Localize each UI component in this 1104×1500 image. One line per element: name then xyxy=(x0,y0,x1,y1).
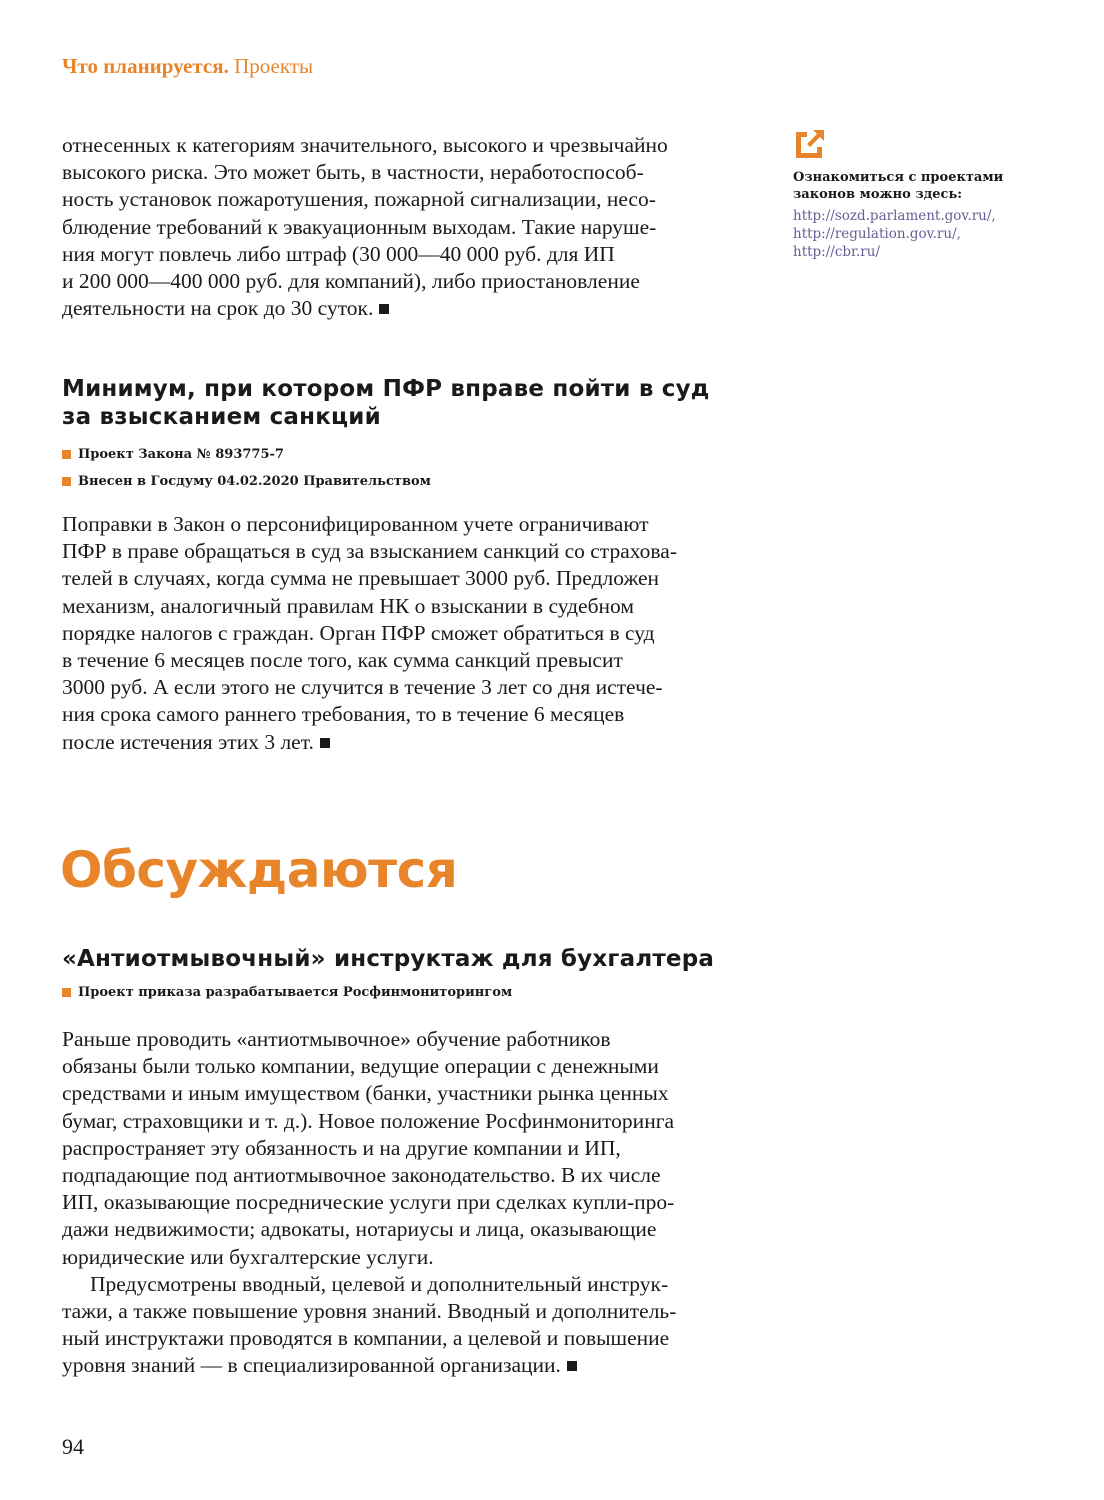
article-paragraph xyxy=(62,1026,742,1271)
section-heading: Обсуждаются xyxy=(60,841,458,899)
aml-article-body xyxy=(62,1026,742,1380)
article-meta-list xyxy=(62,979,742,1006)
text-line: ПФР в праве обращаться в суд за взысканием санкций со страхова- xyxy=(62,539,677,564)
text-line: Предусмотрены вводный, целевой и дополнительный инструк- xyxy=(90,1271,669,1296)
text-line: и 200 000—400 000 руб. для компаний), либо приостановление xyxy=(62,269,640,294)
article-paragraph xyxy=(62,511,742,756)
text-line: механизм, аналогичный правилам НК о взыскании в судебном xyxy=(62,593,634,618)
external-link-icon xyxy=(793,127,827,161)
text-line-content: после истечения этих 3 лет. xyxy=(62,729,314,754)
article-meta-list xyxy=(62,441,742,495)
end-of-article-mark xyxy=(320,738,330,748)
square-bullet-icon xyxy=(62,477,71,486)
intro-block xyxy=(62,132,742,322)
end-of-article-mark xyxy=(567,1361,577,1371)
text-line: бумаг, страховщики и т. д.). Новое положение Росфинмониторинга xyxy=(62,1108,675,1133)
sidebar-title xyxy=(793,169,1043,203)
text-line: отнесенных к категориям значительного, высокого и чрезвычайно xyxy=(62,133,668,157)
text-line xyxy=(62,1352,742,1379)
text-line: ИП, оказывающие посреднические услуги при сделках купли-про- xyxy=(62,1190,675,1215)
text-line: высокого риска. Это может быть, в частности, неработоспособ- xyxy=(62,160,644,185)
sidebar-title-line: законов можно здесь: xyxy=(793,187,963,202)
title-line: «Антиотмывочный» инструктаж для бухгалтера xyxy=(62,946,715,972)
intro-paragraph xyxy=(62,132,742,322)
sidebar-link[interactable]: http://regulation.gov.ru/, xyxy=(793,226,961,242)
sidebar-link-list xyxy=(793,207,1043,261)
text-line: обязаны были только компании, ведущие операции с денежными xyxy=(62,1054,659,1079)
aml-article xyxy=(62,945,742,1006)
text-line: юридические или бухгалтерские услуги. xyxy=(62,1244,434,1269)
running-head xyxy=(62,54,313,79)
text-line: блюдение требований к эвакуационным выходам. Такие наруше- xyxy=(62,214,657,239)
text-line xyxy=(62,295,742,322)
text-line: Поправки в Закон о персонифицированном учете ограничивают xyxy=(62,512,649,536)
text-line: 3000 руб. А если этого не случится в течение 3 лет со дня истече- xyxy=(62,675,663,700)
running-head-section: Что планируется. xyxy=(62,54,229,78)
text-line: ность установок пожаротушения, пожарной сигнализации, несо- xyxy=(62,187,656,212)
text-line: подпадающие под антиотмывочное законодательство. В их числе xyxy=(62,1163,661,1188)
running-head-subsection: Проекты xyxy=(234,54,314,78)
article-paragraph xyxy=(62,1271,742,1380)
end-of-article-mark xyxy=(379,304,389,314)
article-meta-item xyxy=(62,441,742,468)
sidebar-link[interactable]: http://sozd.parlament.gov.ru/, xyxy=(793,208,996,224)
sidebar-link[interactable]: http://cbr.ru/ xyxy=(793,244,880,260)
square-bullet-icon xyxy=(62,988,71,997)
meta-text: Проект Закона № 893775-7 xyxy=(78,447,284,462)
text-line: ния срока самого раннего требования, то в течение 6 месяцев xyxy=(62,702,625,727)
text-line: Раньше проводить «антиотмывочное» обучение работников xyxy=(62,1027,611,1051)
text-line: средствами и иным имуществом (банки, участники рынка ценных xyxy=(62,1081,669,1106)
meta-text: Проект приказа разрабатывается Росфинмониторингом xyxy=(78,985,513,1000)
pfr-article-body xyxy=(62,511,742,756)
meta-text: Внесен в Госдуму 04.02.2020 Правительством xyxy=(78,474,431,489)
text-line: телей в случаях, когда сумма не превышает 3000 руб. Предложен xyxy=(62,566,660,591)
title-line: Минимум, при котором ПФР вправе пойти в суд xyxy=(62,376,710,402)
title-line: за взысканием санкций xyxy=(62,404,381,430)
text-line: порядке налогов с граждан. Орган ПФР сможет обратиться в суд xyxy=(62,620,655,645)
text-line-content: уровня знаний — в специализированной организации. xyxy=(62,1353,561,1378)
article-meta-item xyxy=(62,979,742,1006)
text-line: ный инструктажи проводятся в компании, а целевой и повышение xyxy=(62,1326,670,1351)
page-number: 94 xyxy=(62,1434,84,1459)
sidebar-note xyxy=(793,127,1043,261)
square-bullet-icon xyxy=(62,450,71,459)
article-meta-item xyxy=(62,468,742,495)
text-line: дажи недвижимости; адвокаты, нотариусы и лица, оказывающие xyxy=(62,1217,657,1242)
text-line: тажи, а также повышение уровня знаний. Вводный и дополнитель- xyxy=(62,1299,677,1324)
text-line xyxy=(62,729,742,756)
text-line: распространяет эту обязанность и на другие компании и ИП, xyxy=(62,1135,621,1160)
pfr-article xyxy=(62,375,742,495)
article-title xyxy=(62,375,742,431)
text-line-content: деятельности на срок до 30 суток. xyxy=(62,296,374,321)
text-line: в течение 6 месяцев после того, как сумма санкций превысит xyxy=(62,648,623,673)
article-title xyxy=(62,945,742,973)
sidebar-title-line: Ознакомиться с проектами xyxy=(793,170,1004,185)
text-line: ния могут повлечь либо штраф (30 000—40 000 руб. для ИП xyxy=(62,241,615,266)
